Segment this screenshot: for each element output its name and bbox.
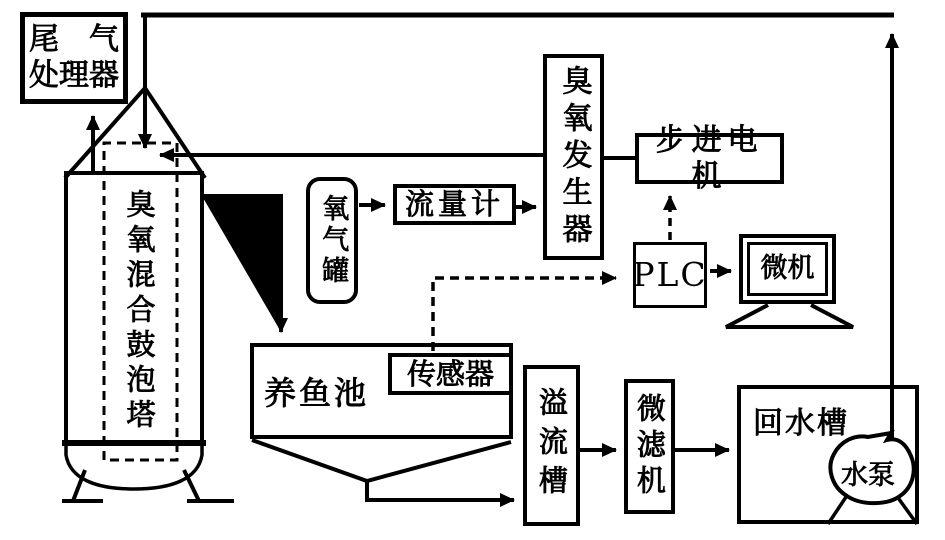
node-tail-gas-processor <box>20 12 128 104</box>
tower-to-pond-pipe <box>202 196 281 332</box>
node-oxygen-tank: 氧气罐 <box>306 177 358 304</box>
pond-funnel <box>252 440 511 481</box>
tail-gas-label-line1: 尾 气 <box>29 22 119 57</box>
tower-legs <box>62 470 234 501</box>
tower-dished-bottom <box>66 443 202 489</box>
node-bubble-tower-label: 臭氧混合鼓泡塔 <box>122 188 157 434</box>
sensor-to-plc-signal <box>433 278 616 351</box>
fish-pond-label: 养鱼池 <box>264 374 370 412</box>
monitor-screen <box>747 242 828 296</box>
computer-label: 微机 <box>760 252 815 284</box>
monitor-stand <box>726 305 853 327</box>
node-sensor: 传感器 <box>388 353 513 395</box>
node-microfilter: 微滤机 <box>624 379 675 514</box>
node-stepper-motor: 步进电机 <box>635 133 784 184</box>
pond-drain-arrow <box>367 479 514 500</box>
return-tank-label: 回水槽 <box>753 406 849 441</box>
node-ozone-generator: 臭氧发生器 <box>543 54 604 260</box>
node-computer <box>739 234 836 304</box>
node-plc: PLC <box>633 242 707 308</box>
node-overflow-tank: 溢流槽 <box>523 365 580 526</box>
tail-gas-label-line2: 处理器 <box>29 58 119 93</box>
water-pump-label: 水泵 <box>841 460 895 491</box>
node-flow-meter: 流量计 <box>393 184 516 225</box>
